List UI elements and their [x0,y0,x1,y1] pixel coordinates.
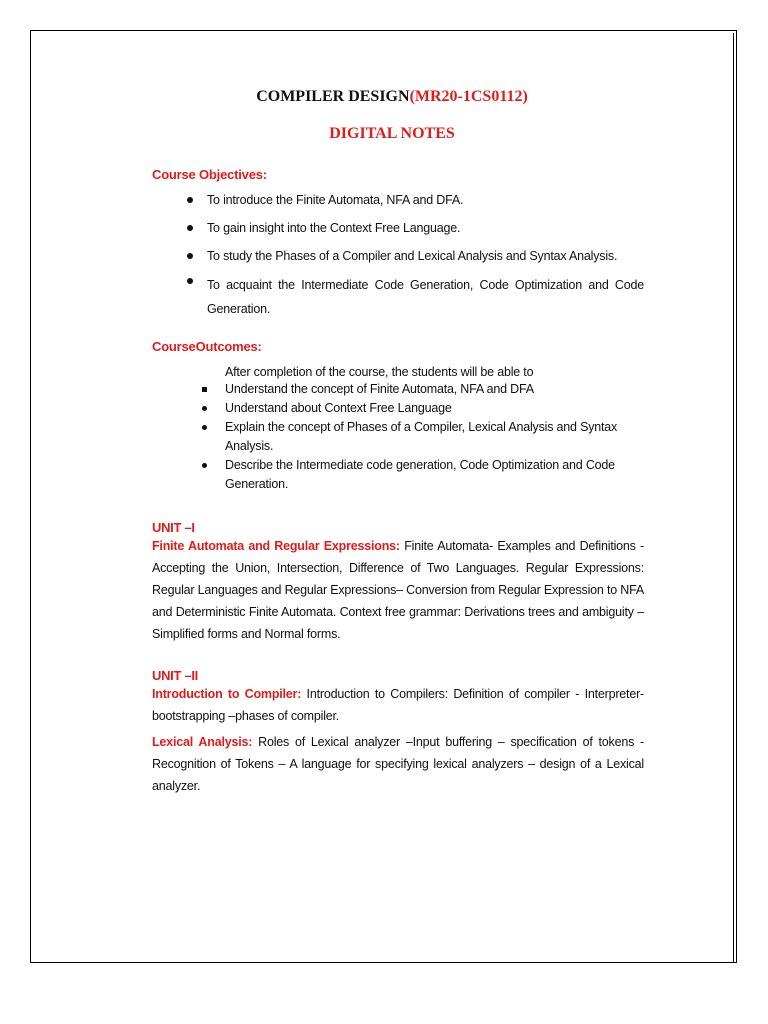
unit-2-paragraph [152,683,644,727]
topic-lead: Lexical Analysis: [152,735,253,749]
objective-item: To introduce the Finite Automata, NFA and DFA. [187,192,644,209]
unit-1-heading: UNIT –I [152,520,195,535]
objectives-heading: Course Objectives: [152,167,267,182]
outcome-text: Understand about Context Free Language [225,401,452,415]
outcomes-intro: After completion of the course, the students will be able to [225,365,534,379]
document-title [152,88,632,106]
topic-body: Roles of Lexical analyzer –Input buffering – specification of tokens - Recognition of Tokens – A language for specifying lexical analyzers – design of a Lexical analyzer. [152,735,645,793]
topic-body: Introduction to Compilers: Definition of compiler - Interpreter- bootstrapping –phases of compiler. [152,687,645,723]
title-course-code: (MR20-1CS0112) [409,88,528,105]
round-bullet-icon [202,463,207,468]
outcome-text: Describe the Intermediate code generation, Code Optimization and Code Generation. [225,458,615,491]
objective-item: To gain insight into the Context Free Language. [187,220,644,237]
outcome-item [202,418,644,456]
document-content [152,88,644,797]
objective-item: To study the Phases of a Compiler and Lexical Analysis and Syntax Analysis. [187,248,644,265]
topic-lead: Introduction to Compiler: [152,687,302,701]
outcomes-list [152,380,644,494]
title-main: COMPILER DESIGN [256,88,410,105]
outcome-item [202,399,644,418]
square-bullet-icon [202,387,207,392]
document-subtitle: DIGITAL NOTES [329,125,455,142]
unit-1-paragraph [152,535,644,645]
unit-2-paragraph [152,731,644,797]
round-bullet-icon [202,406,207,411]
round-bullet-icon [202,425,207,430]
outcome-item [202,456,644,494]
objective-item: To acquaint the Intermediate Code Generation, Code Optimization and Code Generation. [187,273,644,321]
objectives-list [152,192,644,321]
topic-lead: Finite Automata and Regular Expressions: [152,539,400,553]
outcome-text: Understand the concept of Finite Automata, NFA and DFA [225,382,534,396]
unit-2-heading: UNIT –II [152,668,198,683]
outcome-item [202,380,644,399]
topic-body: Finite Automata- Examples and Definitions - Accepting the Union, Intersection, Difference of Two Languages. Regular Expressions: Regular Languages and Regular Expressions– Conversion from Regular Expression to NFA and Deterministic Finite Automata. Context free grammar: Derivations trees and ambiguity – Simplified forms and Normal forms. [152,539,645,641]
outcomes-heading: CourseOutcomes: [152,339,262,354]
outcome-text: Explain the concept of Phases of a Compiler, Lexical Analysis and Syntax Analysis. [225,420,618,453]
